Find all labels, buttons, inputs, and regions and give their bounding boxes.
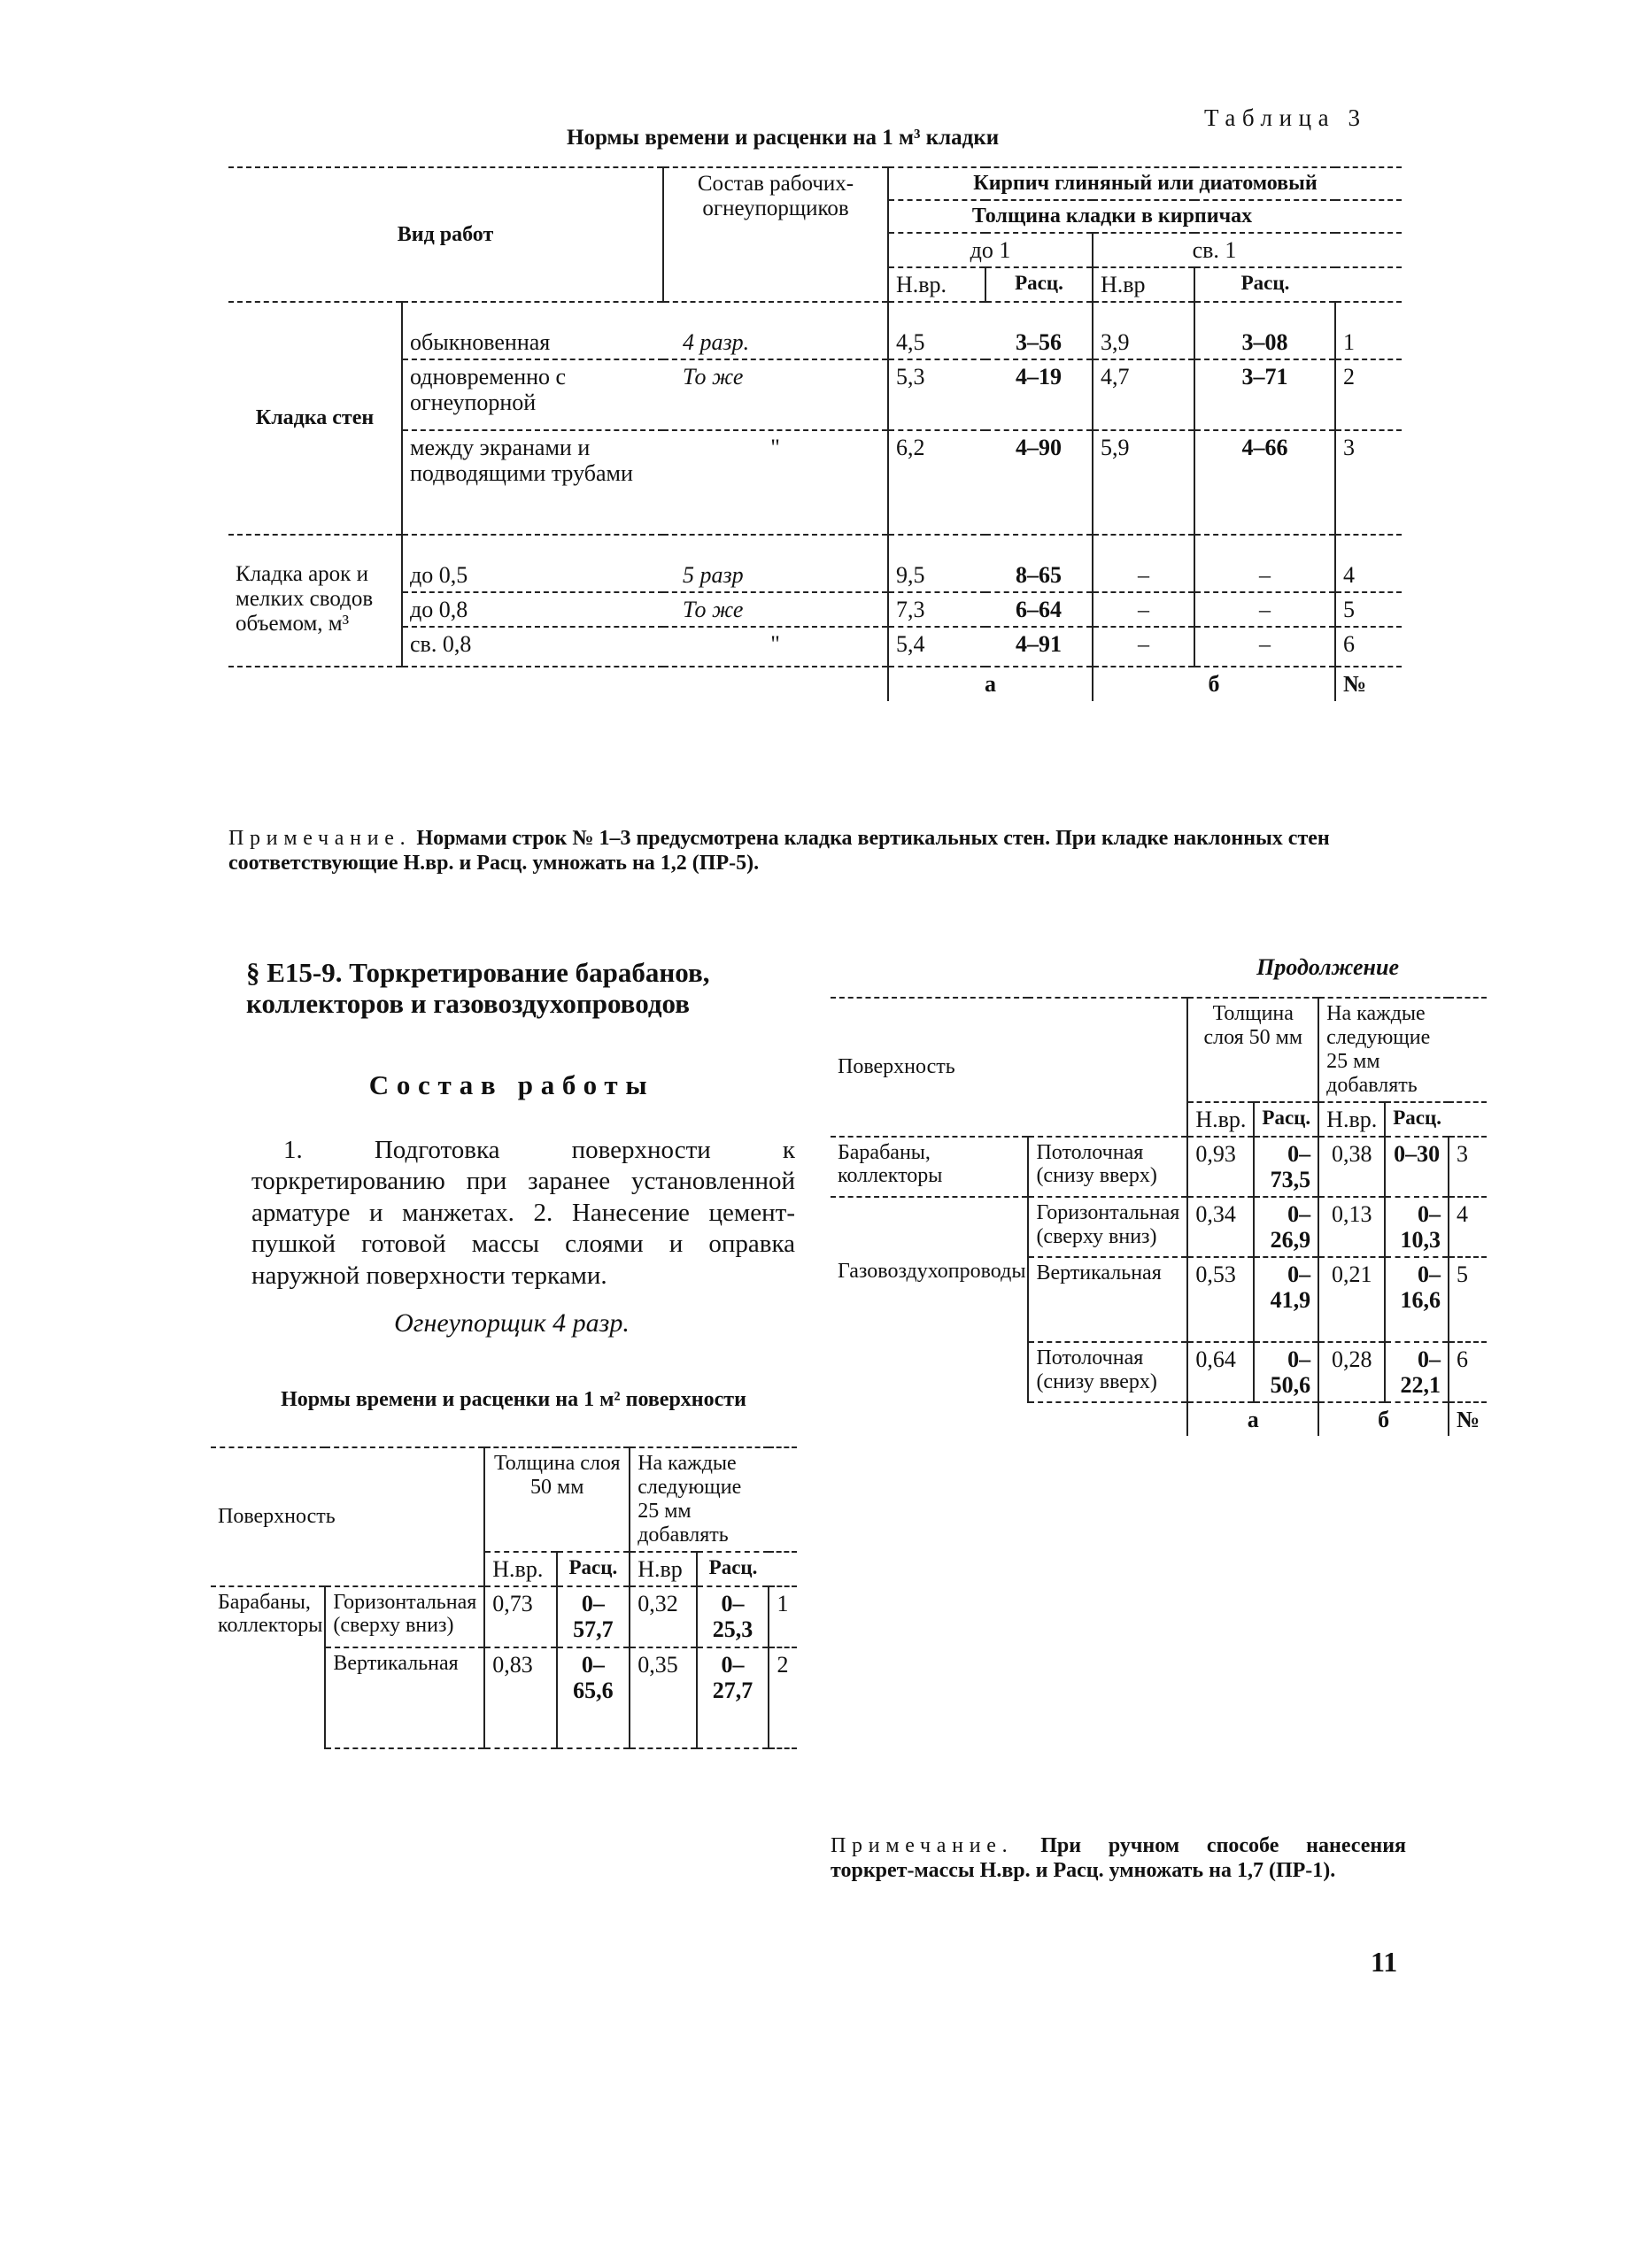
cell-rasc: 4–66: [1194, 430, 1335, 535]
row-subtype: обыкновенная: [402, 302, 663, 359]
cell-rasc: 3–08: [1194, 302, 1335, 359]
cell-nvr: 0,93: [1187, 1137, 1254, 1197]
cell-rasc: 4–91: [985, 627, 1093, 667]
cell-rasc: 4–19: [985, 359, 1093, 430]
cell-rasc: 0–57,7: [557, 1586, 630, 1648]
table-3: [228, 166, 1402, 701]
row-subtype: Вертикальная: [325, 1647, 484, 1748]
header-nvr: Н.вр: [630, 1552, 696, 1586]
footer-col-number: №: [1335, 667, 1402, 700]
row-number: 1: [769, 1586, 797, 1648]
table-footer-row: [228, 667, 1402, 700]
group-label: Барабаны, коллекторы: [218, 1590, 323, 1638]
header-rasc: Расц.: [1254, 1102, 1318, 1137]
row-subtype: Вертикальная: [1028, 1257, 1187, 1342]
header-nvr: Н.вр.: [888, 267, 985, 302]
row-number: 6: [1335, 627, 1402, 667]
row-number: 6: [1449, 1342, 1487, 1402]
row-number: 4: [1449, 1197, 1487, 1257]
cell-nvr: 5,3: [888, 359, 985, 430]
table-row: [228, 430, 1402, 535]
cell-rasc: –: [1194, 592, 1335, 627]
row-subtype: между экранами и подводящими трубами: [402, 430, 663, 535]
cell-rasc: 0–22,1: [1385, 1342, 1449, 1402]
header-each25: На каждые следующие 25 мм добавлять: [1318, 998, 1449, 1102]
row-subtype: одновременно с огнеупорной: [402, 359, 663, 430]
cell-nvr: –: [1093, 535, 1194, 592]
cell-nvr: 4,5: [888, 302, 985, 359]
row-sostav: ": [663, 430, 888, 535]
sostav-text: 1. Подготовка поверхности к торкретированию при заранее установленной арматуре и манжетах. 2. Нанесение цемент-пушкой готовой массы слоями и оправка наружной поверхности терками.: [251, 1136, 795, 1290]
note-text: При ручном способе нанесения торкрет-массы Н.вр. и Расц. умножать на 1,7 (ПР-1).: [831, 1834, 1407, 1882]
header-rasc: Расц.: [697, 1552, 769, 1586]
row-sostav: 4 разр.: [663, 302, 888, 359]
table-label: Таблица 3: [1204, 104, 1367, 131]
sostav-heading: Состав работы: [368, 1069, 655, 1100]
table-row: [831, 1137, 1487, 1197]
cell-rasc: 0–30: [1385, 1137, 1449, 1197]
cell-nvr: 0,28: [1318, 1342, 1385, 1402]
section-heading: § Е15-9. Торкретирование барабанов, коллекторов и газовоздухопроводов: [246, 957, 710, 1019]
cell-nvr: 0,53: [1187, 1257, 1254, 1342]
row-subtype: до 0,5: [402, 535, 663, 592]
header-nvr: Н.вр.: [1187, 1102, 1254, 1137]
cell-nvr: 0,38: [1318, 1137, 1385, 1197]
continuation-label: Продолжение: [1256, 954, 1399, 980]
footer-col-a: а: [1187, 1402, 1318, 1436]
row-subtype: Горизонтальная (сверху вниз): [1028, 1197, 1187, 1257]
group-label: Кладка стен: [228, 302, 402, 535]
header-nvr: Н.вр: [1093, 267, 1194, 302]
note-label: Примечание.: [228, 827, 412, 850]
cell-nvr: 0,64: [1187, 1342, 1254, 1402]
group-label: Газовоздухопроводы: [838, 1259, 1026, 1283]
row-number: 2: [1335, 359, 1402, 430]
table-row: [228, 359, 1402, 430]
row-number: 3: [1335, 430, 1402, 535]
cell-rasc: 4–90: [985, 430, 1093, 535]
cell-nvr: 5,4: [888, 627, 985, 667]
cell-rasc: 0–16,6: [1385, 1257, 1449, 1342]
header-each25: На каждые следующие 25 мм добавлять: [630, 1447, 769, 1552]
table-right-note: [831, 1834, 1406, 1884]
header-surface: Поверхность: [831, 998, 1187, 1137]
row-subtype: Горизонтальная (сверху вниз): [325, 1586, 484, 1648]
cell-nvr: –: [1093, 627, 1194, 667]
cell-rasc: 0–50,6: [1254, 1342, 1318, 1402]
row-sostav: ": [663, 627, 888, 667]
table-title: Нормы времени и расценки на 1 м³ кладки: [567, 126, 1000, 150]
header-sv1: св. 1: [1093, 233, 1335, 267]
cell-rasc: –: [1194, 535, 1335, 592]
footer-col-a: а: [888, 667, 1093, 700]
cell-nvr: 0,34: [1187, 1197, 1254, 1257]
header-surface: Поверхность: [211, 1447, 484, 1586]
header-t50: Толщина слоя 50 мм: [1187, 998, 1318, 1102]
header-nvr: Н.вр.: [1318, 1102, 1385, 1137]
cell-rasc: 0–25,3: [697, 1586, 769, 1648]
cell-nvr: 9,5: [888, 535, 985, 592]
table-row: [831, 1197, 1487, 1257]
row-number: 2: [769, 1647, 797, 1748]
header-vid-rabot: Вид работ: [228, 167, 663, 302]
row-number: 5: [1449, 1257, 1487, 1342]
cell-rasc: 0–27,7: [697, 1647, 769, 1748]
row-number: 5: [1335, 592, 1402, 627]
cell-nvr: 4,7: [1093, 359, 1194, 430]
footer-col-number: №: [1449, 1402, 1487, 1436]
group-label: Барабаны, коллекторы: [831, 1137, 1028, 1197]
cell-nvr: 0,73: [484, 1586, 556, 1648]
footer-col-b: б: [1093, 667, 1335, 700]
cell-nvr: 0,35: [630, 1647, 696, 1748]
row-subtype: св. 0,8: [402, 627, 663, 667]
header-nvr: Н.вр.: [484, 1552, 556, 1586]
cell-rasc: 0–73,5: [1254, 1137, 1318, 1197]
header-do1: до 1: [888, 233, 1093, 267]
table3-note: [228, 827, 1406, 876]
cell-rasc: 8–65: [985, 535, 1093, 592]
header-tolshchina: Толщина кладки в кирпичах: [888, 200, 1335, 233]
row-number: 1: [1335, 302, 1402, 359]
table-row: [228, 535, 1402, 592]
note-label: Примечание.: [831, 1834, 1014, 1857]
table-row: [228, 592, 1402, 627]
header-rasc: Расц.: [557, 1552, 630, 1586]
table-left: [211, 1446, 797, 1749]
cell-nvr: 6,2: [888, 430, 985, 535]
table-row: [228, 302, 1402, 359]
cell-rasc: 3–56: [985, 302, 1093, 359]
cell-nvr: 0,21: [1318, 1257, 1385, 1342]
cell-rasc: 0–10,3: [1385, 1197, 1449, 1257]
row-subtype: Потолочная (снизу вверх): [1028, 1342, 1187, 1402]
group-label: Кладка арок и мелких сводов объемом, м³: [228, 535, 402, 667]
header-rasc: Расц.: [1194, 267, 1335, 302]
cell-rasc: 0–41,9: [1254, 1257, 1318, 1342]
cell-nvr: 0,32: [630, 1586, 696, 1648]
cell-nvr: 0,13: [1318, 1197, 1385, 1257]
row-sostav: То же: [663, 592, 888, 627]
row-number: 4: [1335, 535, 1402, 592]
header-rasc: Расц.: [1385, 1102, 1449, 1137]
header-t50: Толщина слоя 50 мм: [484, 1447, 630, 1552]
row-number: 3: [1449, 1137, 1487, 1197]
cell-rasc: 6–64: [985, 592, 1093, 627]
row-subtype: Потолочная (снизу вверх): [1028, 1137, 1187, 1197]
row-subtype: до 0,8: [402, 592, 663, 627]
cell-nvr: 7,3: [888, 592, 985, 627]
header-rasc: Расц.: [985, 267, 1093, 302]
footer-col-b: б: [1318, 1402, 1449, 1436]
cell-nvr: 5,9: [1093, 430, 1194, 535]
table-left-title: Нормы времени и расценки на 1 м² поверхности: [281, 1388, 746, 1411]
cell-nvr: –: [1093, 592, 1194, 627]
cell-nvr: 0,83: [484, 1647, 556, 1748]
table-row: [228, 627, 1402, 667]
header-material: Кирпич глиняный или диатомовый: [888, 167, 1402, 200]
cell-rasc: 3–71: [1194, 359, 1335, 430]
table-footer-row: [831, 1402, 1487, 1436]
row-sostav: 5 разр: [663, 535, 888, 592]
cell-rasc: –: [1194, 627, 1335, 667]
table-row: [211, 1586, 797, 1648]
row-sostav: То же: [663, 359, 888, 430]
table-right: [831, 997, 1487, 1436]
workers: Огнеупорщик 4 разр.: [394, 1308, 630, 1338]
page-number: 11: [1371, 1946, 1398, 1978]
note-text: Нормами строк № 1–3 предусмотрена кладка вертикальных стен. При кладке наклонных стен соответствующие Н.вр. и Расц. умножать на 1,2 (ПР-5).: [228, 827, 1330, 875]
cell-rasc: 0–26,9: [1254, 1197, 1318, 1257]
cell-rasc: 0–65,6: [557, 1647, 630, 1748]
cell-nvr: 3,9: [1093, 302, 1194, 359]
header-sostav: Состав рабочих-огнеупорщиков: [663, 167, 888, 302]
